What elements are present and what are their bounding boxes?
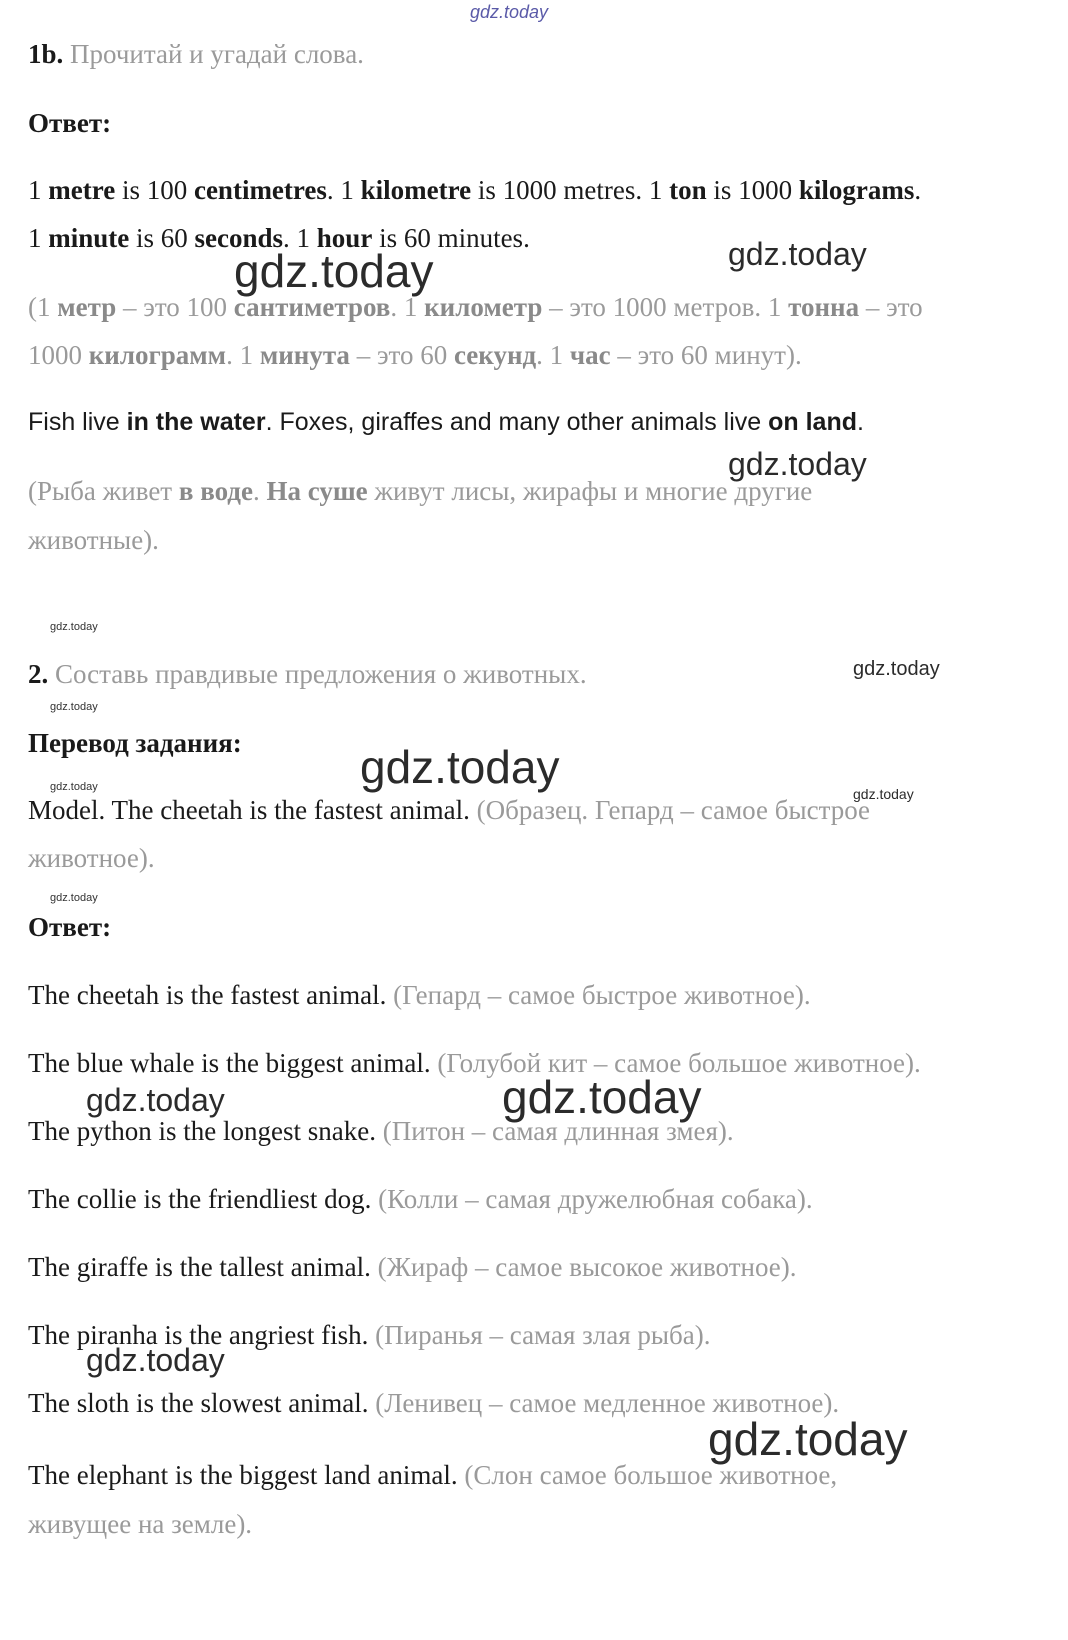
task-2-heading (28, 658, 587, 690)
text: is 60 (129, 223, 195, 253)
text: . (252, 476, 267, 506)
watermark: gdz.today (86, 1082, 225, 1118)
text: 1 (28, 223, 49, 253)
task-number: 1b. (28, 39, 64, 69)
text: . Foxes, giraffes and many other animals live (265, 408, 769, 436)
text: . (857, 408, 864, 436)
answer-sentence (28, 1319, 711, 1351)
bold-word: минута (259, 340, 350, 370)
answer-ru: (Жираф – самое высокое животное). (377, 1252, 797, 1282)
watermark: gdz.today (50, 621, 98, 633)
answer-ru: (Пиранья – самая злая рыба). (375, 1320, 711, 1350)
bold-word: в воде (178, 476, 253, 506)
task-instruction: Составь правдивые предложения о животных. (55, 659, 587, 689)
answer-line-ru (28, 475, 812, 507)
task-number: 2. (28, 659, 49, 689)
text: – это 1000 метров. 1 (542, 292, 789, 322)
text: . 1 (536, 340, 570, 370)
bold-word: ton (669, 175, 707, 205)
watermark: gdz.today (853, 658, 940, 680)
translation-label: Перевод задания: (28, 728, 242, 758)
watermark: gdz.today (728, 446, 867, 482)
answer-ru: (Голубой кит – самое большое животное). (437, 1048, 921, 1078)
answer-ru-cont: живущее на земле). (28, 1509, 253, 1539)
answer-line-ru (28, 291, 923, 323)
bold-word: metre (48, 175, 116, 205)
text: is 1000 metres. 1 (471, 175, 670, 205)
watermark: gdz.today (502, 1071, 702, 1123)
text: (1 (28, 292, 58, 322)
text: is 100 (115, 175, 194, 205)
text: 1000 (28, 340, 89, 370)
watermark: gdz.today (360, 741, 560, 793)
text: 1 (28, 175, 49, 205)
answer-ru: (Слон самое большое животное, (464, 1460, 838, 1490)
answer-sentence (28, 1183, 813, 1215)
answer-en: The elephant is the biggest land animal. (28, 1460, 458, 1490)
bold-word: kilometre (360, 175, 472, 205)
bold-word: секунд (453, 340, 537, 370)
text: is 1000 (706, 175, 799, 205)
text: . 1 (390, 292, 425, 322)
text: . 1 (326, 175, 361, 205)
bold-word: километр (424, 292, 543, 322)
text: – это (859, 292, 923, 322)
answer-sentence (28, 1387, 839, 1419)
answer-label: Ответ: (28, 108, 112, 138)
answer-en: The giraffe is the tallest animal. (28, 1252, 371, 1282)
bold-word: час (569, 340, 611, 370)
bold-word: килограмм (88, 340, 227, 370)
text: . (914, 175, 922, 205)
text: – это 60 минут). (610, 340, 802, 370)
answer-en: The collie is the friendliest dog. (28, 1184, 372, 1214)
watermark: gdz.today (50, 701, 98, 713)
answer-ru: (Гепард – самое быстрое животное). (393, 980, 811, 1010)
answer-sentence (28, 1047, 921, 1079)
answer-line-en (28, 406, 864, 438)
bold-word: centimetres (193, 175, 327, 205)
bold-word: in the water (126, 408, 266, 436)
answer-sentence (28, 1459, 837, 1491)
answer-sentence (28, 979, 811, 1011)
answer-ru: (Колли – самая дружелюбная собака). (378, 1184, 813, 1214)
answer-line-ru: животные). (28, 525, 159, 555)
answer-en: The python is the longest snake. (28, 1116, 376, 1146)
watermark: gdz.today (50, 892, 98, 904)
answer-line-en (28, 222, 530, 254)
answer-line-en (28, 174, 921, 206)
bold-word: seconds (194, 223, 284, 253)
model-line (28, 794, 870, 826)
answer-en: The blue whale is the biggest animal. (28, 1048, 431, 1078)
task-1b-heading (28, 38, 364, 70)
text: – это 100 (116, 292, 234, 322)
answer-sentence (28, 1115, 734, 1147)
text: живут лисы, жирафы и многие другие (367, 476, 813, 506)
bold-word: метр (57, 292, 117, 322)
text: . 1 (283, 223, 317, 253)
bold-word: тонна (788, 292, 860, 322)
bold-word: сантиметров (233, 292, 391, 322)
answer-label: Ответ: (28, 912, 112, 942)
answer-en: The piranha is the angriest fish. (28, 1320, 369, 1350)
bold-word: minute (48, 223, 130, 253)
watermark: gdz.today (86, 1342, 225, 1378)
answer-sentence (28, 1251, 797, 1283)
model-en: Model. The cheetah is the fastest animal. (28, 795, 470, 825)
watermark: gdz.today (708, 1413, 908, 1465)
text: – это 60 (349, 340, 454, 370)
watermark: gdz.today (853, 786, 914, 802)
watermark: gdz.today (234, 245, 434, 297)
answer-en: The sloth is the slowest animal. (28, 1388, 369, 1418)
bold-word: На суше (266, 476, 368, 506)
watermark: gdz.today (728, 236, 867, 272)
model-ru-cont: животное). (28, 843, 155, 873)
answer-ru: (Ленивец – самое медленное животное). (375, 1388, 840, 1418)
answer-en: The cheetah is the fastest animal. (28, 980, 387, 1010)
answer-ru: (Питон – самая длинная змея). (382, 1116, 734, 1146)
text: Fish live (28, 408, 127, 436)
bold-word: hour (316, 223, 373, 253)
task-instruction: Прочитай и угадай слова. (70, 39, 364, 69)
text: . 1 (226, 340, 260, 370)
bold-word: kilograms (798, 175, 915, 205)
text: (Рыба живет (28, 476, 179, 506)
watermark: gdz.today (50, 781, 98, 793)
watermark-top: gdz.today (470, 2, 549, 22)
bold-word: on land (768, 408, 858, 436)
model-ru: (Образец. Гепард – самое быстрое (476, 795, 871, 825)
text: is 60 minutes. (372, 223, 530, 253)
answer-line-ru (28, 339, 802, 371)
